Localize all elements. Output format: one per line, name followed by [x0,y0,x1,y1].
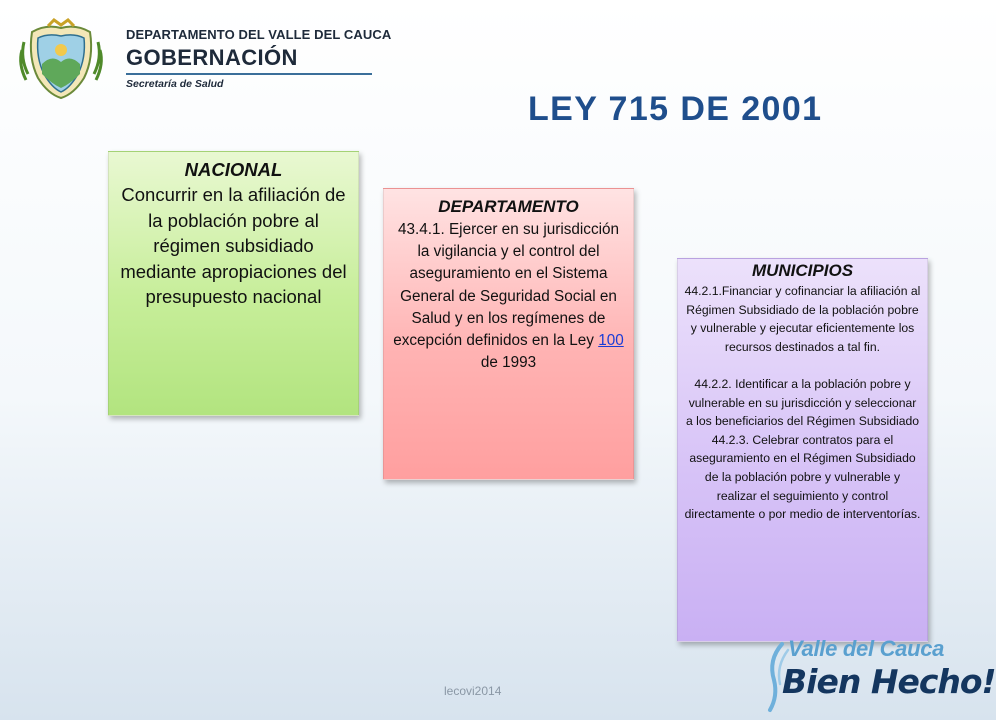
footer-author: lecovi2014 [444,684,502,698]
departamento-body-end: de 1993 [480,354,537,372]
header-divider [126,73,372,75]
municipios-box [677,258,928,642]
nacional-box [108,151,359,416]
header [18,18,392,100]
slide-title: LEY 715 DE 2001 [528,90,823,128]
municipios-item-1: 44.2.1.Financiar y cofinanciar la afiliación al Régimen Subsidiado de la población pobre y vulnerable y ejecutar eficientemente los recursos destinados a tal fin. [684,284,921,354]
logo-line-1: Valle del Cauca [788,636,945,661]
nacional-body: Concurrir en la afiliación de la población pobre al régimen subsidiado mediante apropiaciones del presupuesto nacional [120,184,347,307]
coat-of-arms-icon [18,18,104,100]
paragraph-gap [684,356,921,375]
municipios-item-3: 44.2.3. Celebrar contratos para el aseguramiento en el Régimen Subsidiado de la población pobre y vulnerable y realizar el seguimiento y control directamente o por medio de interventorías. [684,432,921,522]
departamento-title: DEPARTAMENTO [438,197,579,216]
municipios-title: MUNICIPIOS [751,261,854,280]
logo-line-2: Bien Hecho! [782,662,996,701]
departamento-box [383,188,634,480]
government-name: GOBERNACIÓN [126,45,298,70]
municipios-item-2: 44.2.2. Identificar a la población pobre y vulnerable en su jurisdicción y seleccionar a los beneficiarios del Régimen Subsidiado [685,376,920,429]
departamento-body: 43.4.1. Ejercer en su jurisdicción la vigilancia y el control del aseguramiento en el Sistema General de Seguridad Social en Salud y en los regímenes de excepción definidos en la Ley [393,221,620,350]
department-name: DEPARTAMENTO DEL VALLE DEL CAUCA [126,27,392,42]
ley-100-link[interactable]: 100 [598,332,624,350]
secretariat-name: Secretaría de Salud [126,78,224,90]
valle-del-cauca-logo [760,632,996,716]
nacional-title: NACIONAL [184,159,283,180]
